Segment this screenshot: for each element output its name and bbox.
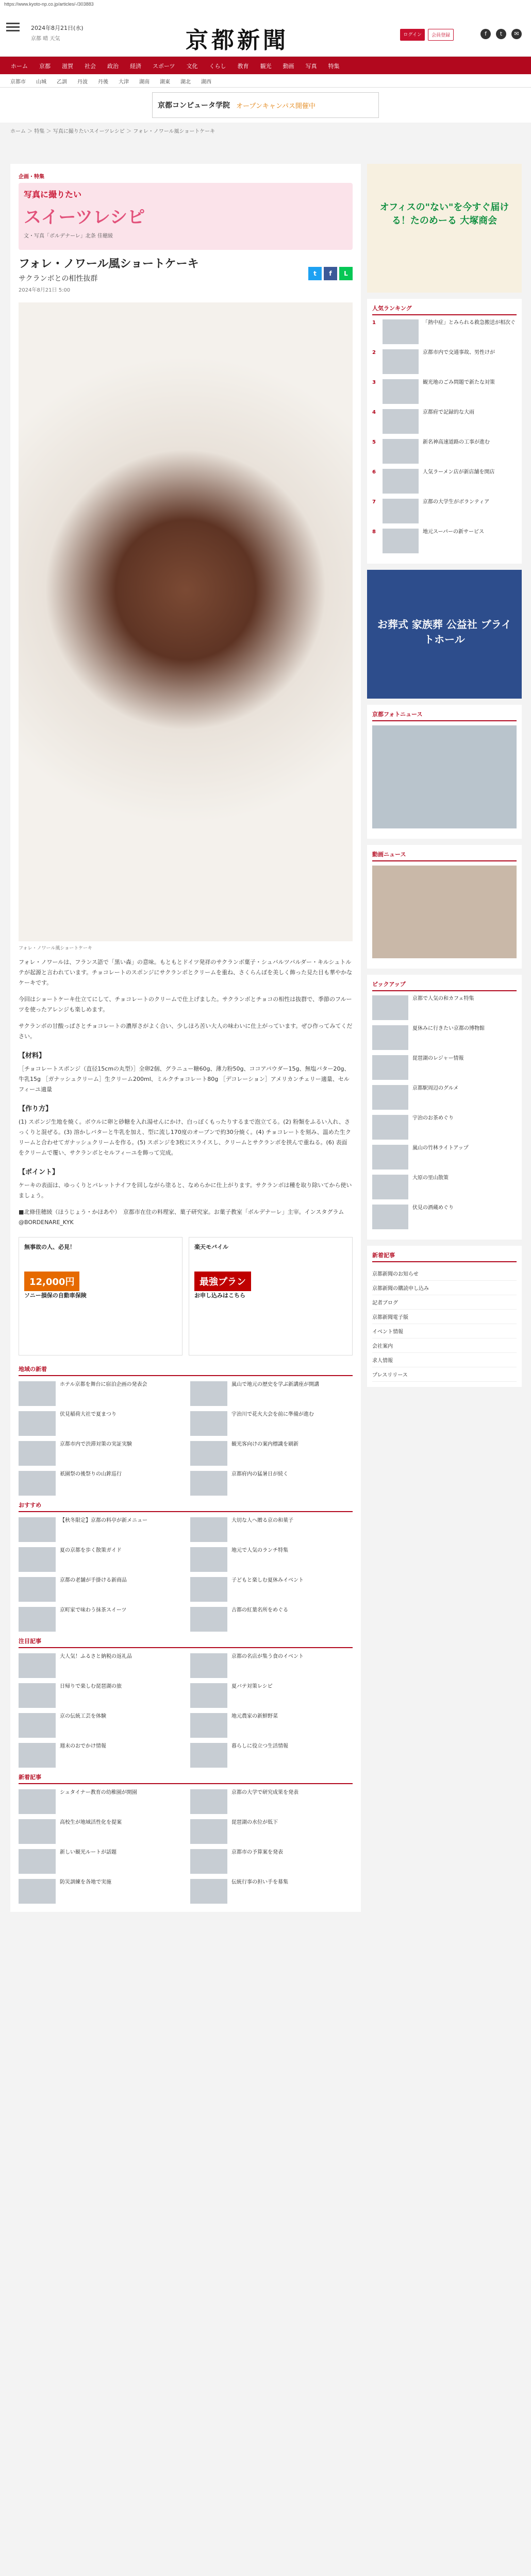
ranking-title: 人気ラーメン店が新店舗を開店: [423, 469, 495, 475]
pickup-thumbnail: [372, 995, 408, 1020]
list-item-title: 嵐山で地元の歴史を学ぶ新講座が開講: [231, 1382, 319, 1387]
list-item-title: 地元農家の新鮮野菜: [231, 1714, 278, 1719]
series-banner-credit: 文・写真「ボルデナーレ」北条 佳穂綾: [24, 233, 113, 239]
list-item[interactable]: [190, 1547, 353, 1572]
ranking-title: 京都の大学生がボランティア: [423, 499, 490, 505]
list-item[interactable]: [190, 1411, 353, 1436]
list-item-thumbnail: [19, 1547, 56, 1572]
header-buttons: [400, 29, 454, 41]
list-item-title: 新しい観光ルートが話題: [60, 1850, 117, 1855]
ranking-number: 8: [372, 529, 376, 535]
list-item-thumbnail: [19, 1471, 56, 1496]
list-section-title: 新着記事: [19, 1773, 353, 1784]
list-item-thumbnail: [190, 1789, 227, 1814]
list-item-thumbnail: [19, 1683, 56, 1708]
nav-item[interactable]: 社会: [85, 63, 96, 70]
list-item[interactable]: [19, 1577, 181, 1602]
subnav-item[interactable]: 丹波: [77, 79, 88, 85]
list-item[interactable]: [19, 1471, 181, 1496]
list-section: [19, 1501, 353, 1632]
pickup-heading: ピックアップ: [372, 980, 517, 991]
ranking-thumbnail: [383, 379, 419, 404]
list-item-thumbnail: [190, 1879, 227, 1904]
list-item-title: 夏バテ対策レシピ: [231, 1684, 273, 1689]
list-item[interactable]: [190, 1441, 353, 1466]
list-item[interactable]: [190, 1713, 353, 1738]
nav-item[interactable]: 京都: [39, 63, 51, 70]
ranking-number: 5: [372, 439, 376, 445]
point-heading: 【ポイント】: [19, 1168, 59, 1176]
list-item-title: 古都の紅葉名所をめぐる: [231, 1607, 288, 1613]
list-item[interactable]: [19, 1713, 181, 1738]
twitter-icon[interactable]: t: [496, 29, 506, 39]
sidebar-link[interactable]: 京都新聞電子版: [372, 1310, 517, 1324]
sidebar-link[interactable]: 求人情報: [372, 1353, 517, 1367]
masthead: [0, 9, 531, 57]
subnav-item[interactable]: 湖北: [180, 79, 191, 85]
list-item-thumbnail: [190, 1577, 227, 1602]
list-item-title: 京町家で味わう抹茶スイーツ: [60, 1607, 127, 1613]
list-item[interactable]: [19, 1789, 181, 1814]
pickup-box: [367, 975, 522, 1240]
banner-ad[interactable]: [152, 92, 379, 118]
pickup-item[interactable]: [372, 1055, 517, 1082]
list-item-thumbnail: [190, 1849, 227, 1874]
banner-title: 京都コンピュータ学院: [158, 101, 230, 110]
video-thumbnail[interactable]: [372, 866, 517, 958]
links-list: [372, 1266, 517, 1382]
ranking-title: 観光地のごみ問題で新たな対策: [423, 380, 495, 385]
nav-item[interactable]: 滋賀: [62, 63, 73, 70]
list-item-title: 子どもと楽しむ夏休みイベント: [231, 1578, 304, 1583]
ranking-title: 地元スーパーの新サービス: [423, 529, 484, 535]
list-item-thumbnail: [19, 1441, 56, 1466]
ad-title: 無事故の人、必見！: [24, 1244, 75, 1250]
video-box: [367, 845, 522, 969]
list-item[interactable]: [19, 1819, 181, 1844]
ad-price: 12,000円: [24, 1272, 79, 1291]
ranking-thumbnail: [383, 349, 419, 374]
nav-item[interactable]: くらし: [209, 63, 226, 70]
ad-sub: ソニー損保の自動車保険: [24, 1292, 87, 1299]
list-item-thumbnail: [19, 1819, 56, 1844]
ad-price: 最強プラン: [194, 1272, 251, 1291]
list-item-thumbnail: [19, 1411, 56, 1436]
list-item-thumbnail: [19, 1577, 56, 1602]
list-item[interactable]: [190, 1849, 353, 1874]
list-item-thumbnail: [190, 1441, 227, 1466]
login-button[interactable]: ログイン: [400, 29, 425, 41]
pickup-item[interactable]: [372, 1205, 517, 1231]
ranking-thumbnail: [383, 439, 419, 464]
pickup-title: 大原の里山散策: [412, 1175, 449, 1181]
nav-item[interactable]: 経済: [130, 63, 141, 70]
list-item-thumbnail: [19, 1381, 56, 1406]
pickup-title: 夏休みに行きたい京都の博物館: [412, 1026, 485, 1031]
list-grid: [19, 1653, 353, 1768]
pickup-thumbnail: [372, 1145, 408, 1170]
nav-item[interactable]: ホーム: [11, 63, 28, 70]
list-item-thumbnail: [190, 1547, 227, 1572]
ad-text: オフィスの"ない"を今すぐ届ける！たのめーる 大塚商会: [379, 202, 509, 226]
pickup-title: 嵐山の竹林ライトアップ: [412, 1145, 469, 1151]
mail-icon[interactable]: ✉: [511, 29, 522, 39]
nav-item[interactable]: 政治: [107, 63, 119, 70]
series-banner-line1: 写真に撮りたい: [24, 190, 82, 199]
list-item-title: 日帰りで楽しむ琵琶湖の旅: [60, 1684, 122, 1689]
list-item-title: 伏見稲荷大社で夏まつり: [60, 1412, 117, 1417]
ranking-number: 7: [372, 499, 376, 505]
list-item[interactable]: [19, 1517, 181, 1542]
steps-text: (1) スポンジ生地を焼く。ボウルに卵と砂糖を入れ湯せんにかけ、白っぽくもったりするまで泡立てる。(2) 粉類をふるい入れ、さっくりと混ぜる。(3) 溶かしバターと牛乳を加え、型に流し170度のオーブンで約30分焼く。(4) チョコレートを刻み、温めた生クリームと合わせてガナッシュクリームを作る。(5) スポンジを3枚にスライスし、クリームとサクランボを挟んで重ねる。(6) 表面をクリームで覆い、サクランボとセルフィーユを飾って完成。: [19, 1118, 351, 1156]
url-bar: https://www.kyoto-np.co.jp/articles/-/303883: [0, 0, 531, 9]
ranking-thumbnail: [383, 469, 419, 494]
subnav-item[interactable]: 湖東: [160, 79, 170, 85]
header-date: [31, 24, 84, 42]
line-share-icon[interactable]: L: [339, 267, 353, 280]
list-item-thumbnail: [19, 1713, 56, 1738]
pickup-title: 京都駅周辺のグルメ: [412, 1086, 459, 1091]
nav-item[interactable]: 動画: [283, 63, 294, 70]
ad-text: お葬式 家族葬 公益社 ブライトホール: [377, 618, 512, 646]
list-item-thumbnail: [190, 1743, 227, 1768]
subnav-item[interactable]: 湖西: [201, 79, 211, 85]
photo-news-image[interactable]: [372, 725, 517, 828]
ingredients-text: ［チョコレートスポンジ（直径15cmの丸型）］全卵2個、グラニュー糖60g、薄力粉50g、ココアパウダー15g、無塩バター20g、牛乳15g ［ガナッシュクリーム］生クリーム200ml、ミルクチョコレート80g ［デコレーション］アメリカンチェリー適量、セルフィーユ適量: [19, 1065, 350, 1093]
list-item-title: 観光客向けの案内標識を刷新: [231, 1442, 298, 1447]
article-main: [10, 164, 361, 1912]
list-section: [19, 1365, 353, 1496]
subnav-item[interactable]: 乙訓: [57, 79, 67, 85]
list-item-title: シュタイナー教育の幼稚園が開園: [60, 1790, 137, 1795]
list-item-thumbnail: [190, 1683, 227, 1708]
ranking-number: 6: [372, 469, 376, 475]
pickup-title: 琵琶湖のレジャー情報: [412, 1056, 464, 1061]
ranking-number: 4: [372, 410, 376, 415]
facebook-icon[interactable]: f: [480, 29, 491, 39]
article-date: 2024年8月21日 5:00: [19, 287, 71, 293]
hamburger-menu-icon[interactable]: [6, 21, 20, 32]
ranking-thumbnail: [383, 499, 419, 523]
list-item[interactable]: [190, 1789, 353, 1814]
inline-ads: [19, 1237, 353, 1355]
list-item-title: 京都の老舗が手掛ける新商品: [60, 1578, 127, 1583]
ranking-item[interactable]: [372, 379, 517, 406]
list-item-thumbnail: [190, 1653, 227, 1678]
share-buttons: [308, 267, 353, 280]
list-item-thumbnail: [19, 1517, 56, 1542]
series-banner-line2: スイーツレシピ: [24, 207, 145, 228]
list-item[interactable]: [19, 1547, 181, 1572]
list-item-title: 夏の京都を歩く散策ガイド: [60, 1548, 122, 1553]
ranking-item[interactable]: [372, 469, 517, 496]
pickup-thumbnail: [372, 1085, 408, 1110]
ad-sub: お申し込みはこちら: [194, 1292, 245, 1299]
list-item-title: 【秋冬限定】京都の料亭が新メニュー: [60, 1518, 147, 1523]
ranking-thumbnail: [383, 529, 419, 553]
list-item-title: 暮らしに役立つ生活情報: [231, 1743, 288, 1749]
ranking-item[interactable]: [372, 439, 517, 466]
steps-heading: 【作り方】: [19, 1105, 53, 1113]
social-links: [480, 29, 522, 39]
sidebar-link[interactable]: 会社案内: [372, 1338, 517, 1353]
pickup-title: 伏見の酒蔵めぐり: [412, 1205, 454, 1211]
ranking-item[interactable]: [372, 349, 517, 376]
global-nav: [0, 57, 531, 74]
nav-item[interactable]: 観光: [260, 63, 272, 70]
list-item-thumbnail: [190, 1819, 227, 1844]
list-item[interactable]: [190, 1577, 353, 1602]
list-item[interactable]: [190, 1607, 353, 1632]
links-box: [367, 1246, 522, 1387]
pickup-item[interactable]: [372, 1145, 517, 1172]
breadcrumb[interactable]: ホーム ＞ 特集 ＞ 写真に撮りたいスイーツレシピ ＞ フォレ・ノワール風ショートケーキ: [0, 123, 531, 136]
list-item-title: 大人気！ふるさと納税の返礼品: [60, 1654, 132, 1659]
ranking-number: 3: [372, 380, 376, 385]
pickup-item[interactable]: [372, 1115, 517, 1142]
list-item[interactable]: [19, 1849, 181, 1874]
pickup-title: 京都で人気の和カフェ特集: [412, 996, 474, 1002]
ranking-title: 新名神高速道路の工事が進む: [423, 439, 490, 445]
date-text: 2024年8月21日(水): [31, 25, 84, 31]
list-section-title: おすすめ: [19, 1501, 353, 1512]
list-item-thumbnail: [19, 1849, 56, 1874]
list-item[interactable]: [190, 1879, 353, 1904]
list-item-title: 高校生が地域活性化を提案: [60, 1820, 122, 1825]
series-banner: [19, 183, 353, 250]
ranking-number: 1: [372, 320, 376, 326]
list-item[interactable]: [19, 1441, 181, 1466]
list-item[interactable]: [19, 1683, 181, 1708]
list-item-thumbnail: [19, 1879, 56, 1904]
nav-item[interactable]: スポーツ: [153, 63, 175, 70]
list-grid: [19, 1517, 353, 1632]
list-item-title: 京都市内で渋滞対策の実証実験: [60, 1442, 132, 1447]
cake-photo: [19, 302, 353, 941]
list-item[interactable]: [19, 1653, 181, 1678]
list-item-title: 琵琶湖の水位が低下: [231, 1820, 278, 1825]
ranking-item[interactable]: [372, 529, 517, 555]
list-item-title: 京都の名店が集う食のイベント: [231, 1654, 304, 1659]
list-item[interactable]: [19, 1743, 181, 1768]
article-category[interactable]: 企画・特集: [19, 174, 44, 180]
sidebar-link[interactable]: 記者ブログ: [372, 1295, 517, 1310]
sidebar: [367, 164, 522, 1393]
list-item-thumbnail: [190, 1381, 227, 1406]
list-item[interactable]: [19, 1411, 181, 1436]
list-item[interactable]: [19, 1381, 181, 1406]
ranking-title: 京都市内で交通事故、男性けが: [423, 350, 495, 355]
pickup-thumbnail: [372, 1175, 408, 1199]
list-item-thumbnail: [190, 1411, 227, 1436]
article-paragraph: サクランボの甘酸っぱさとチョコレートの濃厚さがよく合い、少しほろ苦い大人の味わいに仕上がっています。ぜひ作ってみてください。: [19, 1023, 353, 1040]
ranking-title: 京都府で記録的な大雨: [423, 410, 474, 415]
ingredients-heading: 【材料】: [19, 1052, 46, 1060]
photo-caption: フォレ・ノワール風ショートケーキ: [19, 946, 93, 951]
list-item-title: 京都市の予算案を発表: [231, 1850, 283, 1855]
list-section-title: 地域の新着: [19, 1365, 353, 1376]
pickup-thumbnail: [372, 1205, 408, 1229]
photo-news-box: [367, 705, 522, 839]
pickup-thumbnail: [372, 1115, 408, 1140]
list-item-title: 京都府内の猛暑日が続く: [231, 1471, 288, 1477]
list-item-thumbnail: [190, 1607, 227, 1632]
list-item-title: 防災訓練を各地で実施: [60, 1879, 111, 1885]
sidebar-ad-office[interactable]: [367, 164, 522, 293]
register-button[interactable]: 会員登録: [428, 29, 454, 41]
ranking-box: [367, 299, 522, 564]
sidebar-link[interactable]: 京都新聞の購読申し込み: [372, 1281, 517, 1295]
site-logo[interactable]: 京都新聞: [186, 27, 289, 54]
list-item-thumbnail: [19, 1743, 56, 1768]
top-banner: [0, 88, 531, 123]
ranking-list: [372, 319, 517, 555]
article-title: フォレ・ノワール風ショートケーキ: [19, 258, 199, 270]
pickup-title: 宇治のお茶めぐり: [412, 1115, 454, 1121]
twitter-share-icon[interactable]: t: [308, 267, 322, 280]
insurance-ad[interactable]: [19, 1237, 182, 1355]
pickup-item[interactable]: [372, 1175, 517, 1201]
weather-text: 京都 晴 天気: [31, 36, 60, 42]
list-item[interactable]: [190, 1471, 353, 1496]
list-section: [19, 1637, 353, 1768]
list-item-title: 祇園祭の後祭りの山鉾巡行: [60, 1471, 122, 1477]
nav-item[interactable]: 特集: [328, 63, 340, 70]
ranking-item[interactable]: [372, 499, 517, 526]
list-item-title: 伝統行事の担い手を募集: [231, 1879, 288, 1885]
sidebar-ad-funeral[interactable]: [367, 570, 522, 699]
list-grid: [19, 1789, 353, 1904]
list-item[interactable]: [190, 1653, 353, 1678]
list-item[interactable]: [19, 1607, 181, 1632]
list-section: [19, 1773, 353, 1904]
list-item-title: 週末のおでかけ情報: [60, 1743, 106, 1749]
list-item-title: 大切な人へ贈る京の和菓子: [231, 1518, 293, 1523]
nav-item[interactable]: 写真: [305, 63, 317, 70]
pickup-list: [372, 995, 517, 1231]
ranking-item[interactable]: [372, 319, 517, 346]
ranking-number: 2: [372, 350, 376, 355]
list-item-title: 宇治川で花火大会を前に準備が進む: [231, 1412, 314, 1417]
nav-item[interactable]: 文化: [186, 63, 198, 70]
list-item-thumbnail: [190, 1713, 227, 1738]
sidebar-link[interactable]: イベント情報: [372, 1324, 517, 1338]
list-item-title: 京の伝統工芸を体験: [60, 1714, 106, 1719]
list-item-title: 地元で人気のランチ特集: [231, 1548, 288, 1553]
subnav-item[interactable]: 湖南: [139, 79, 150, 85]
list-item[interactable]: [19, 1879, 181, 1904]
nav-item[interactable]: 教育: [237, 63, 249, 70]
subnav-item[interactable]: 京都市: [10, 79, 26, 85]
list-item[interactable]: [190, 1381, 353, 1406]
list-item[interactable]: [190, 1819, 353, 1844]
list-item-title: ホテル京都を舞台に宿泊企画の発表会: [60, 1382, 147, 1387]
list-section-title: 注目記事: [19, 1637, 353, 1648]
list-item-thumbnail: [19, 1607, 56, 1632]
list-grid: [19, 1381, 353, 1496]
pickup-item[interactable]: [372, 1025, 517, 1052]
list-item[interactable]: [190, 1517, 353, 1542]
subnav-item[interactable]: 大津: [119, 79, 129, 85]
article-subtitle: サクランボとの相性抜群: [19, 275, 98, 283]
ranking-item[interactable]: [372, 409, 517, 436]
list-item-thumbnail: [19, 1653, 56, 1678]
links-heading: 新着記事: [372, 1251, 517, 1262]
facebook-share-icon[interactable]: f: [324, 267, 337, 280]
ranking-title: 「熱中症」とみられる救急搬送が相次ぐ: [423, 320, 516, 326]
list-item-thumbnail: [190, 1517, 227, 1542]
article-lists: [19, 1365, 353, 1904]
article-paragraph: 今回はショートケーキ仕立てにして、チョコレートのクリームで仕上げました。サクランボとチョコの相性は抜群で、季節のフルーツを使ったアレンジも楽しめます。: [19, 996, 352, 1013]
subnav-item[interactable]: 丹後: [98, 79, 108, 85]
author-profile: ■北條佳穂綾（ほうじょう・かほあや） 京都市在住の料理家、菓子研究家。お菓子教室「ボルデナーレ」主宰。インスタグラム@BORDENARE_KYK: [19, 1209, 344, 1226]
pickup-item[interactable]: [372, 1085, 517, 1112]
sub-nav: [0, 74, 531, 88]
subnav-item[interactable]: 山城: [36, 79, 46, 85]
sidebar-link[interactable]: 京都新聞のお知らせ: [372, 1266, 517, 1281]
ranking-thumbnail: [383, 409, 419, 434]
sidebar-link[interactable]: プレスリリース: [372, 1367, 517, 1382]
ad-title: 楽天モバイル: [194, 1244, 228, 1250]
list-item-title: 京都の大学で研究成果を発表: [231, 1790, 298, 1795]
list-item-thumbnail: [190, 1471, 227, 1496]
mobile-ad[interactable]: [189, 1237, 353, 1355]
ranking-heading: 人気ランキング: [372, 304, 517, 315]
ranking-thumbnail: [383, 319, 419, 344]
photo-news-heading: 京都フォトニュース: [372, 710, 517, 721]
pickup-thumbnail: [372, 1055, 408, 1080]
point-text: ケーキの表面は、ゆっくりとパレットナイフを回しながら塗ると、なめらかに仕上がります。サクランボは種を取り除いてから使いましょう。: [19, 1182, 352, 1199]
list-item-thumbnail: [19, 1789, 56, 1814]
video-heading: 動画ニュース: [372, 850, 517, 861]
list-item[interactable]: [190, 1683, 353, 1708]
list-item[interactable]: [190, 1743, 353, 1768]
banner-cta: オープンキャンパス開催中: [236, 102, 316, 110]
article-paragraph: フォレ・ノワールは、フランス語で「黒い森」の意味。もともとドイツ発祥のサクランボ菓子・シュバルツバルダー・キルシュトルテが起源と言われています。チョコレートのスポンジにサクランボとクリームを重ね、さくらんぼを美しく飾った見た目も華やかなケーキです。: [19, 959, 353, 986]
pickup-thumbnail: [372, 1025, 408, 1050]
pickup-item[interactable]: [372, 995, 517, 1022]
